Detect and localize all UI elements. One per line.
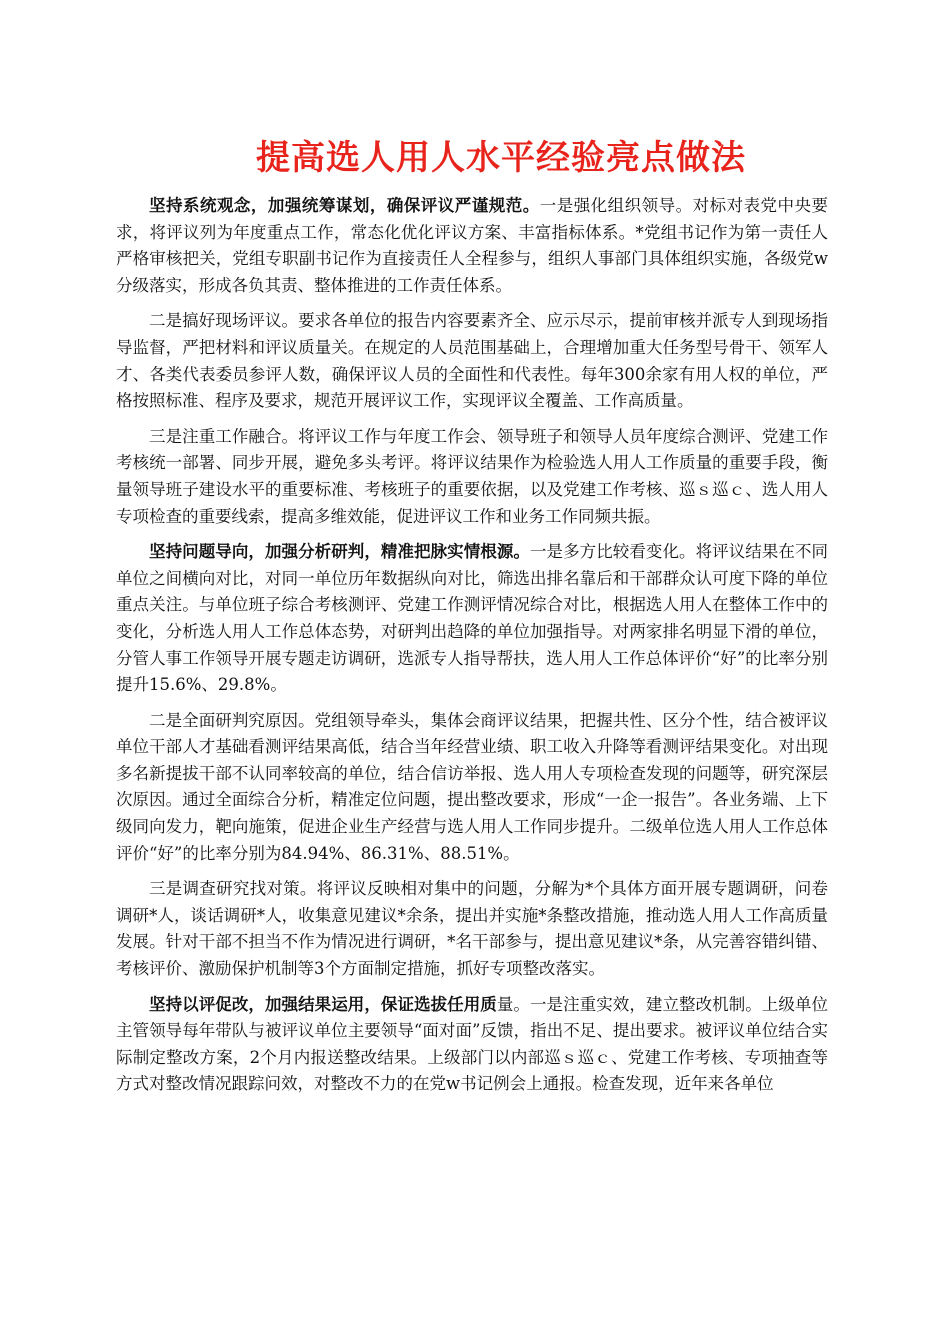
paragraph-text: 三是调查研究找对策。将评议反映相对集中的问题，分解为*个具体方面开展专题调研，问卷调研*人，谈话调研*人，收集意见建议*余条，提出并实施*条整改措施，推动选人用人工作高质量发展。针对干部不担当不作为情况进行调研，*名干部参与，提出意见建议*条，从完善容错纠错、考核评价、激励保护机制等3个方面制定措施，抓好专项整改落实。 xyxy=(116,879,828,979)
paragraph-7 xyxy=(116,992,828,1098)
paragraph-1 xyxy=(116,193,828,299)
paragraph-text: 一是强化组织领导。对标对表党中央要求，将评议列为年度重点工作，常态化优化评议方案、丰富指标体系。*党组书记作为第一责任人严格审核把关，党组专职副书记作为直接责任人全程参与，组织人事部门具体组织实施，各级党w分级落实，形成各负其责、整体推进的工作责任体系。 xyxy=(116,196,829,295)
document-title: 提高选人用人水平经验亮点做法 xyxy=(256,138,746,178)
section-heading-1: 坚持系统观念，加强统筹谋划，确保评议严谨规范。 xyxy=(149,196,540,215)
paragraph-4 xyxy=(116,539,828,699)
section-heading-2: 坚持问题导向，加强分析研判，精准把脉实情根源。 xyxy=(149,542,530,562)
paragraph-text: 量。一是注重实效，建立整改机制。上级单位主管领导每年带队与被评议单位主要领导“面对面”反馈，指出不足、提出要求。被评议单位结合实际制定整改方案，2个月内报送整改结果。上级部门以内部巡ｓ巡ｃ、党建工作考核、专项抽查等方式对整改情况跟踪问效，对整改不力的在党w书记例会上通报。检查发现，近年来各单位 xyxy=(116,994,828,1094)
paragraph-3 xyxy=(116,424,828,530)
paragraph-2 xyxy=(116,308,828,414)
paragraph-text: 二是搞好现场评议。要求各单位的报告内容要素齐全、应示尽示，提前审核并派专人到现场指导监督，严把材料和评议质量关。在规定的人员范围基础上，合理增加重大任务型号骨干、领军人才、各类代表委员参评人数，确保评议人员的全面性和代表性。每年300余家有用人权的单位，严格按照标准、程序及要求，规范开展评议工作，实现评议全覆盖、工作高质量。 xyxy=(116,311,828,411)
paragraph-text: 二是全面研判究原因。党组领导牵头，集体会商评议结果，把握共性、区分个性，结合被评议单位干部人才基础看测评结果高低，结合当年经营业绩、职工收入升降等看测评结果变化。对出现多名新提拔干部不认同率较高的单位，结合信访举报、选人用人专项检查发现的问题等，研究深层次原因。通过全面综合分析，精准定位问题，提出整改要求，形成“一企一报告”。各业务端、上下级同向发力，靶向施策，促进企业生产经营与选人用人工作同步提升。二级单位选人用人工作总体评价“好”的比率分别为84.94%、86.31%、88.51%。 xyxy=(116,710,828,863)
section-heading-3: 坚持以评促改，加强结果运用，保证选拔任用质 xyxy=(149,994,497,1014)
paragraph-text: 一是多方比较看变化。将评议结果在不同单位之间横向对比，对同一单位历年数据纵向对比，筛选出排名靠后和干部群众认可度下降的单位重点关注。与单位班子综合考核测评、党建工作测评情况综合对比，根据选人用人在整体工作中的变化，分析选人用人工作总体态势，对研判出趋降的单位加强指导。对两家排名明显下滑的单位，分管人事工作领导开展专题走访调研，选派专人指导帮扶，选人用人工作总体评价“好”的比率分别提升15.6%、29.8%。 xyxy=(116,542,828,695)
paragraph-6 xyxy=(116,876,828,982)
document-body xyxy=(116,193,828,1107)
paragraph-5 xyxy=(116,708,828,868)
paragraph-text: 三是注重工作融合。将评议工作与年度工作会、领导班子和领导人员年度综合测评、党建工作考核统一部署、同步开展，避免多头考评。将评议结果作为检验选人用人工作质量的重要手段，衡量领导班子建设水平的重要标准、考核班子的重要依据，以及党建工作考核、巡ｓ巡ｃ、选人用人专项检查的重要线索，提高多维效能，促进评议工作和业务工作同频共振。 xyxy=(116,426,828,526)
